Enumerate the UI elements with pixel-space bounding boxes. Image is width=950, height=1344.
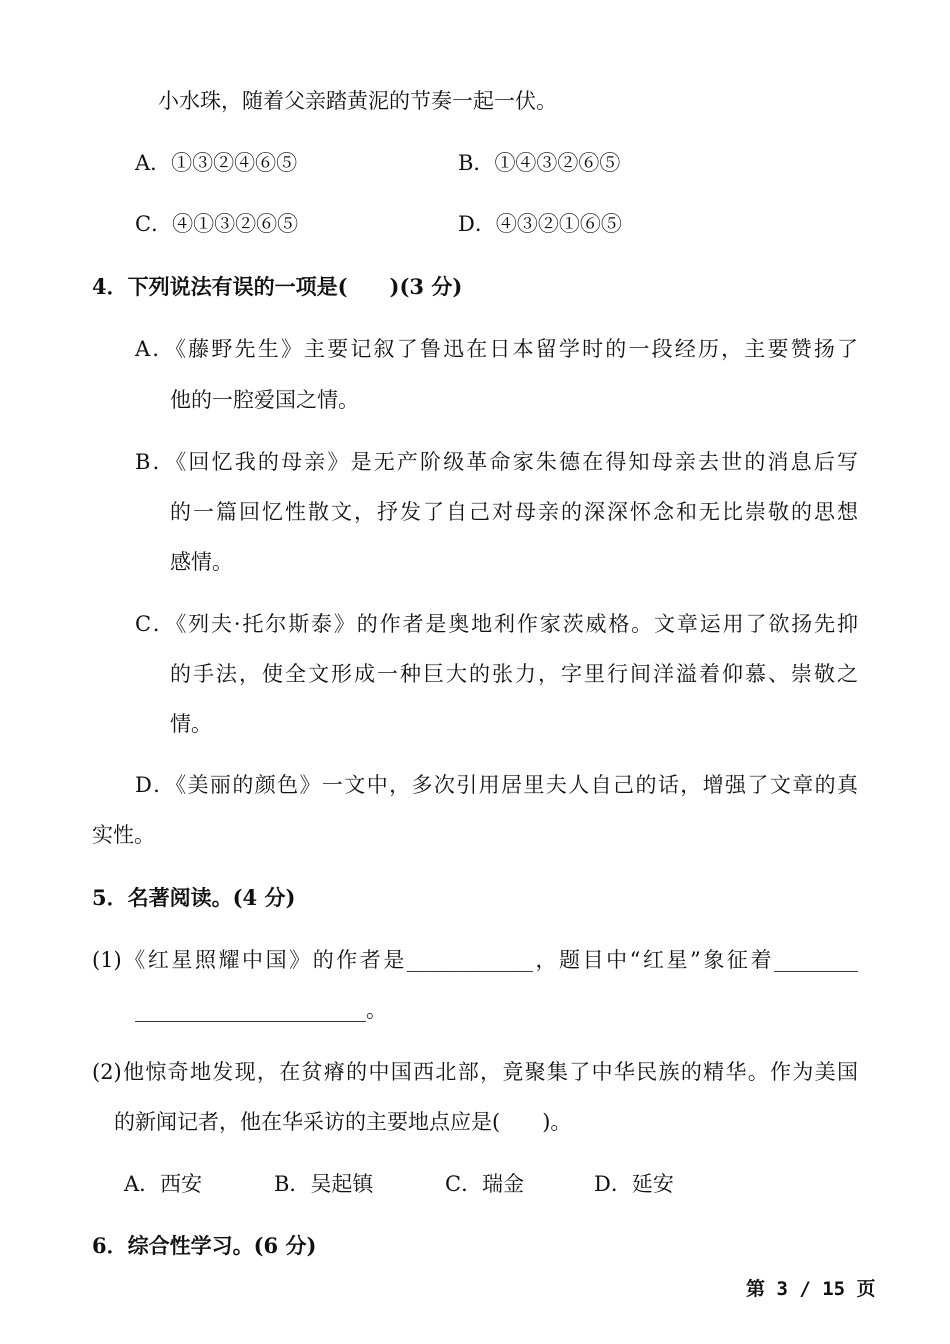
q4-option-a-line1 bbox=[135, 334, 858, 364]
q3-tail-text: 小水珠，随着父亲踏黄泥的节奏一起一伏。 bbox=[158, 89, 557, 113]
option-text: 延安 bbox=[631, 1172, 674, 1196]
option-label: D． bbox=[135, 773, 176, 797]
q5-part1-line2: ______________________。 bbox=[135, 998, 387, 1022]
option-label: C． bbox=[135, 212, 173, 236]
option-text: ①③②④⑥⑤ bbox=[171, 151, 298, 175]
option-text: 《列夫·托尔斯泰》的作者是奥地利作家茨威格。文章运用了欲扬先抑 bbox=[175, 612, 858, 636]
option-label: B． bbox=[458, 151, 495, 175]
q4-stem: 4．下列说法有误的一项是( )(3 分) bbox=[92, 274, 463, 299]
option-text: ④①③②⑥⑤ bbox=[172, 212, 299, 236]
page-number: 第 3 / 15 页 bbox=[746, 1278, 876, 1300]
q3-option-c bbox=[135, 209, 298, 239]
option-text: ①④③②⑥⑤ bbox=[494, 151, 621, 175]
q4-option-b-line1 bbox=[135, 447, 858, 477]
option-text: 《藤野先生》主要记叙了鲁迅在日本留学时的一段经历，主要赞扬了 bbox=[175, 337, 858, 361]
q5-option-d bbox=[594, 1169, 674, 1199]
q5-part2-line2: 的新闻记者，他在华采访的主要地点应是( )。 bbox=[114, 1110, 572, 1134]
q4-option-c-line3: 情。 bbox=[170, 712, 212, 736]
option-label: A． bbox=[124, 1172, 161, 1196]
q6-stem: 6．综合性学习。(6 分) bbox=[92, 1233, 317, 1258]
q4-option-b-line3: 感情。 bbox=[170, 550, 233, 574]
option-label: C． bbox=[445, 1172, 483, 1196]
q5-part1-line1: (1)《红星照耀中国》的作者是____________，题目中“红星”象征着________ bbox=[92, 948, 858, 972]
q5-option-b bbox=[274, 1169, 373, 1199]
option-label: B． bbox=[135, 450, 176, 474]
q4-option-a-line2: 他的一腔爱国之情。 bbox=[170, 388, 359, 412]
q4-option-b-line2: 的一篇回忆性散文，抒发了自己对母亲的深深怀念和无比崇敬的思想 bbox=[170, 500, 858, 524]
option-text: ④③②①⑥⑤ bbox=[495, 212, 622, 236]
q4-option-d-line1 bbox=[135, 770, 858, 800]
q3-option-a bbox=[135, 148, 297, 178]
option-text: 瑞金 bbox=[482, 1172, 525, 1196]
q4-option-c-line2: 的手法，使全文形成一种巨大的张力，字里行间洋溢着仰慕、崇敬之 bbox=[170, 662, 858, 686]
q5-option-c bbox=[445, 1169, 524, 1199]
q5-stem: 5．名著阅读。(4 分) bbox=[92, 885, 296, 910]
q4-option-c-line1 bbox=[135, 609, 858, 639]
option-text: 西安 bbox=[160, 1172, 203, 1196]
q4-option-d-line2: 实性。 bbox=[92, 823, 155, 847]
option-label: A． bbox=[135, 151, 172, 175]
option-label: D． bbox=[594, 1172, 632, 1196]
option-text: 《美丽的颜色》一文中，多次引用居里夫人自己的话，增强了文章的真 bbox=[175, 773, 859, 797]
q5-option-a bbox=[124, 1169, 202, 1199]
option-label: A． bbox=[135, 337, 176, 361]
option-label: C． bbox=[135, 612, 176, 636]
option-label: B． bbox=[274, 1172, 311, 1196]
option-text: 吴起镇 bbox=[310, 1172, 374, 1196]
q5-part2-line1: (2)他惊奇地发现，在贫瘠的中国西北部，竟聚集了中华民族的精华。作为美国 bbox=[92, 1060, 858, 1084]
option-label: D． bbox=[458, 212, 496, 236]
q3-option-d bbox=[458, 209, 622, 239]
q3-option-b bbox=[458, 148, 620, 178]
option-text: 《回忆我的母亲》是无产阶级革命家朱德在得知母亲去世的消息后写 bbox=[175, 450, 858, 474]
